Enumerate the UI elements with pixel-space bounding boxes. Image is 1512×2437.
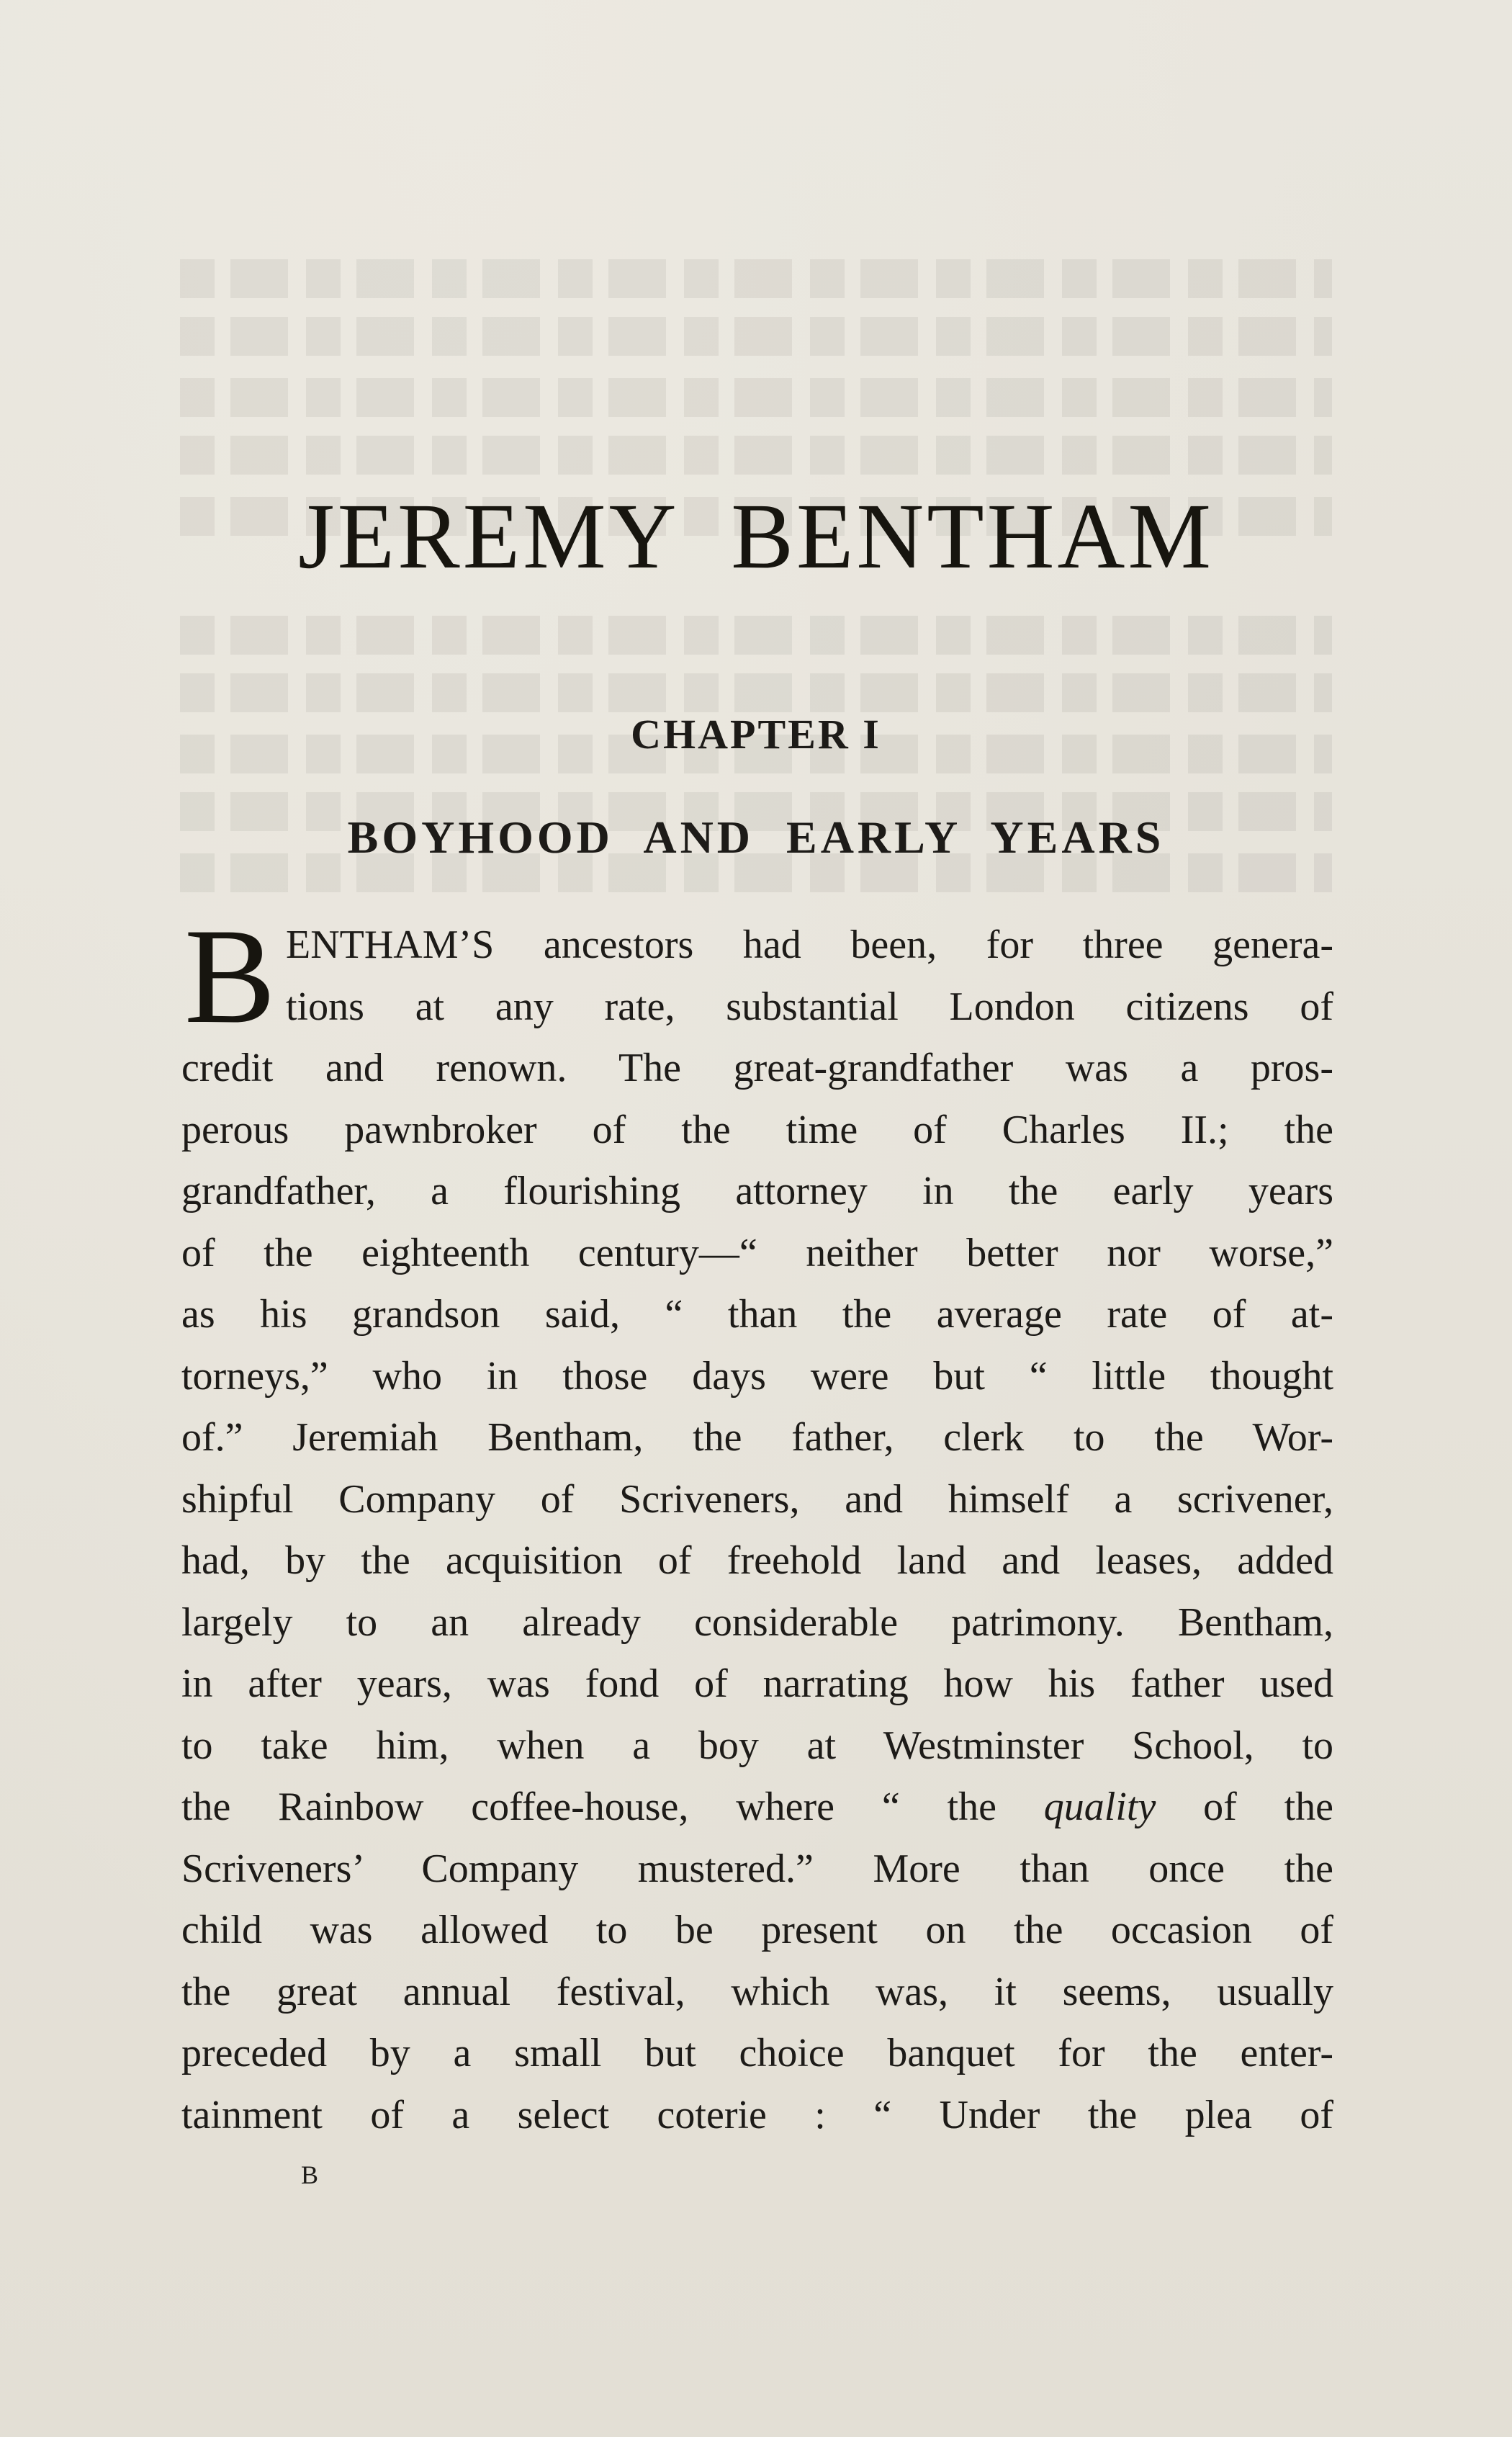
text-line: the Rainbow coffee-house, where “ the quality of the	[181, 1785, 1333, 1829]
drop-cap: B	[184, 901, 276, 1052]
text-line: child was allowed to be present on the occasion of	[181, 1908, 1333, 1952]
italic-word: quality	[1043, 1785, 1156, 1829]
text-line: preceded by a small but choice banquet for the enter-	[181, 2031, 1333, 2075]
text-line: of.” Jeremiah Bentham, the father, clerk to the Wor-	[181, 1415, 1333, 1460]
text-line: credit and renown. The great-grandfather was a pros-	[181, 1046, 1333, 1090]
text-line: to take him, when a boy at Westminster School, to	[181, 1723, 1333, 1768]
text-line: as his grandson said, “ than the average rate of at-	[181, 1292, 1333, 1337]
chapter-label: CHAPTER I	[631, 711, 881, 758]
signature-mark: B	[301, 2160, 319, 2189]
text-line: largely to an already considerable patrimony. Bentham,	[181, 1599, 1333, 1645]
text-line: ENTHAM’S ancestors had been, for three genera-	[286, 923, 1333, 967]
text-line: perous pawnbroker of the time of Charles II.; the	[181, 1107, 1333, 1152]
text-line: grandfather, a flourishing attorney in the early years	[181, 1169, 1333, 1213]
text-line: tions at any rate, substantial London citizens of	[286, 984, 1333, 1029]
chapter-title: BOYHOOD AND EARLY YEARS	[347, 812, 1165, 863]
page-title: JEREMY BENTHAM	[297, 485, 1215, 588]
text-line: tainment of a select coterie : “ Under the plea of	[181, 2092, 1333, 2137]
text-line: of the eighteenth century—“ neither better nor worse,”	[181, 1230, 1333, 1275]
body-text	[181, 901, 1333, 2146]
text-line: the great annual festival, which was, it seems, usually	[181, 1969, 1333, 2014]
text-line: shipful Company of Scriveners, and himself a scrivener,	[181, 1476, 1333, 1522]
text-line: Scriveners’ Company mustered.” More than once the	[181, 1846, 1333, 1891]
text-line: torneys,” who in those days were but “ little thought	[181, 1353, 1333, 1399]
text-line: had, by the acquisition of freehold land and leases, added	[181, 1538, 1333, 1583]
text-line: in after years, was fond of narrating how his father used	[181, 1661, 1333, 1706]
